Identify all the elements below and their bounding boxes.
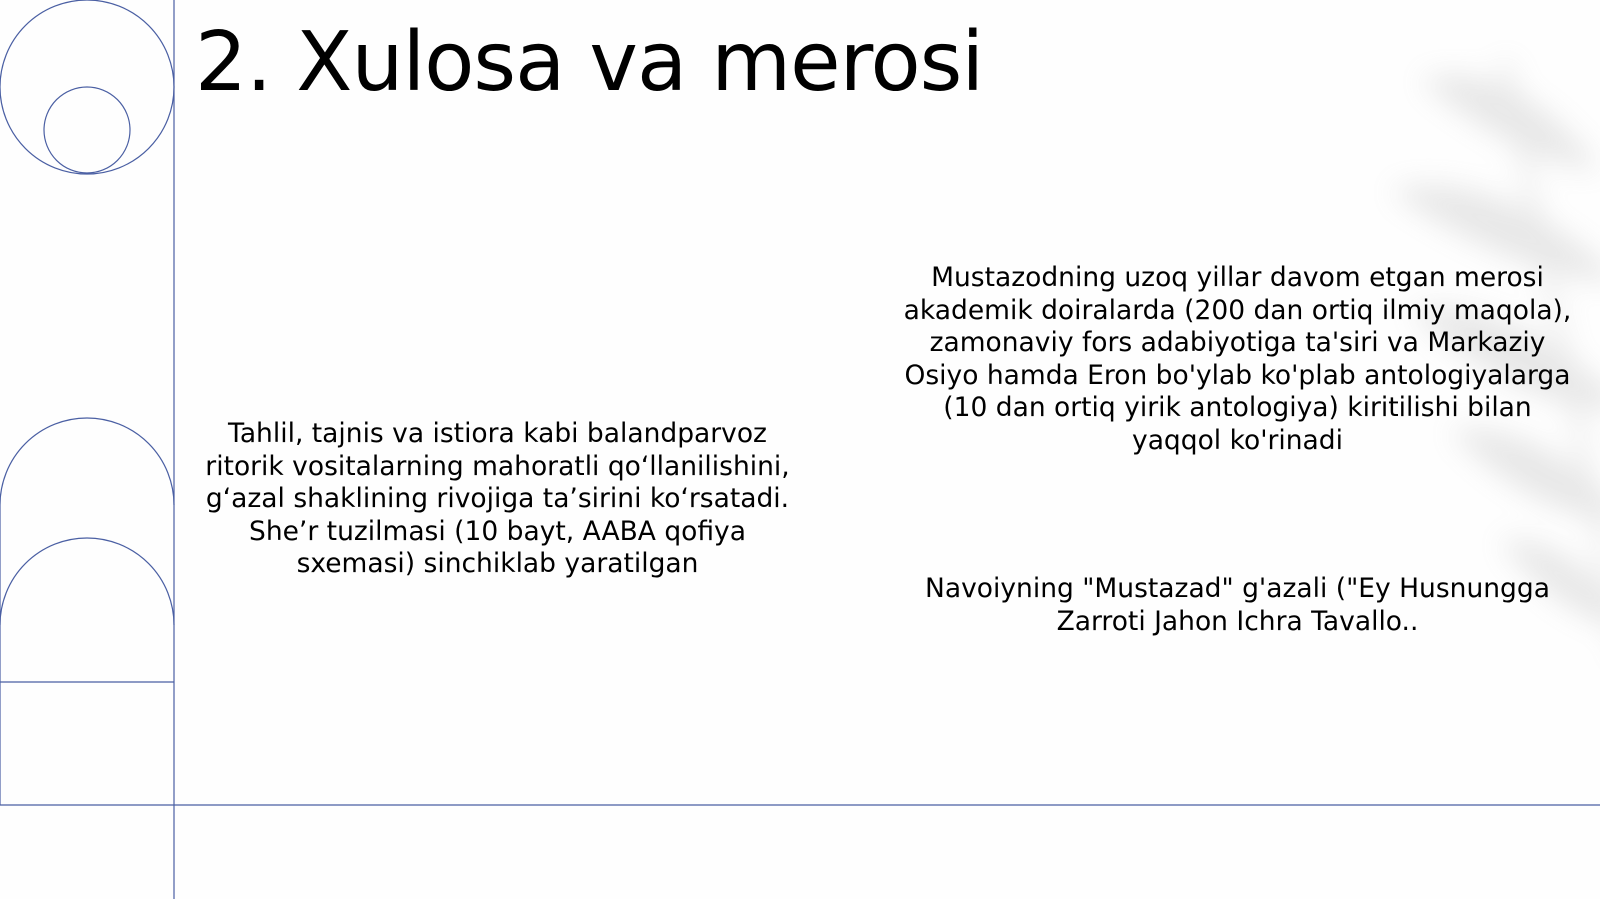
upper-arch-shape	[0, 418, 174, 505]
slide-title: 2. Xulosa va merosi	[195, 15, 984, 110]
lower-arch-shape	[0, 538, 174, 625]
right-bottom-text-block: Navoiyning "Mustazad" g'azali ("Ey Husnungga Zarroti Jahon Ichra Tavallo..	[925, 573, 1550, 637]
small-circle-shape	[44, 87, 130, 173]
left-text-block: Tahlil, tajnis va istiora kabi balandparvoz ritorik vositalarning mahoratli qo‘llanilishini, g‘azal shaklining rivojiga ta’sirini ko‘rsatadi. She’r tuzilmasi (10 bayt, AABA qofiya sxemasi) sinchiklab yaratilgan	[205, 418, 790, 579]
right-top-text-block: Mustazodning uzoq yillar davom etgan merosi akademik doiralarda (200 dan ortiq ilmiy maqola), zamonaviy fors adabiyotiga ta'siri va Markaziy Osiyo hamda Eron bo'ylab ko'plab antologiyalarga (10 dan ortiq yirik antologiya) kiritilishi bilan yaqqol ko'rinadi	[903, 262, 1572, 456]
